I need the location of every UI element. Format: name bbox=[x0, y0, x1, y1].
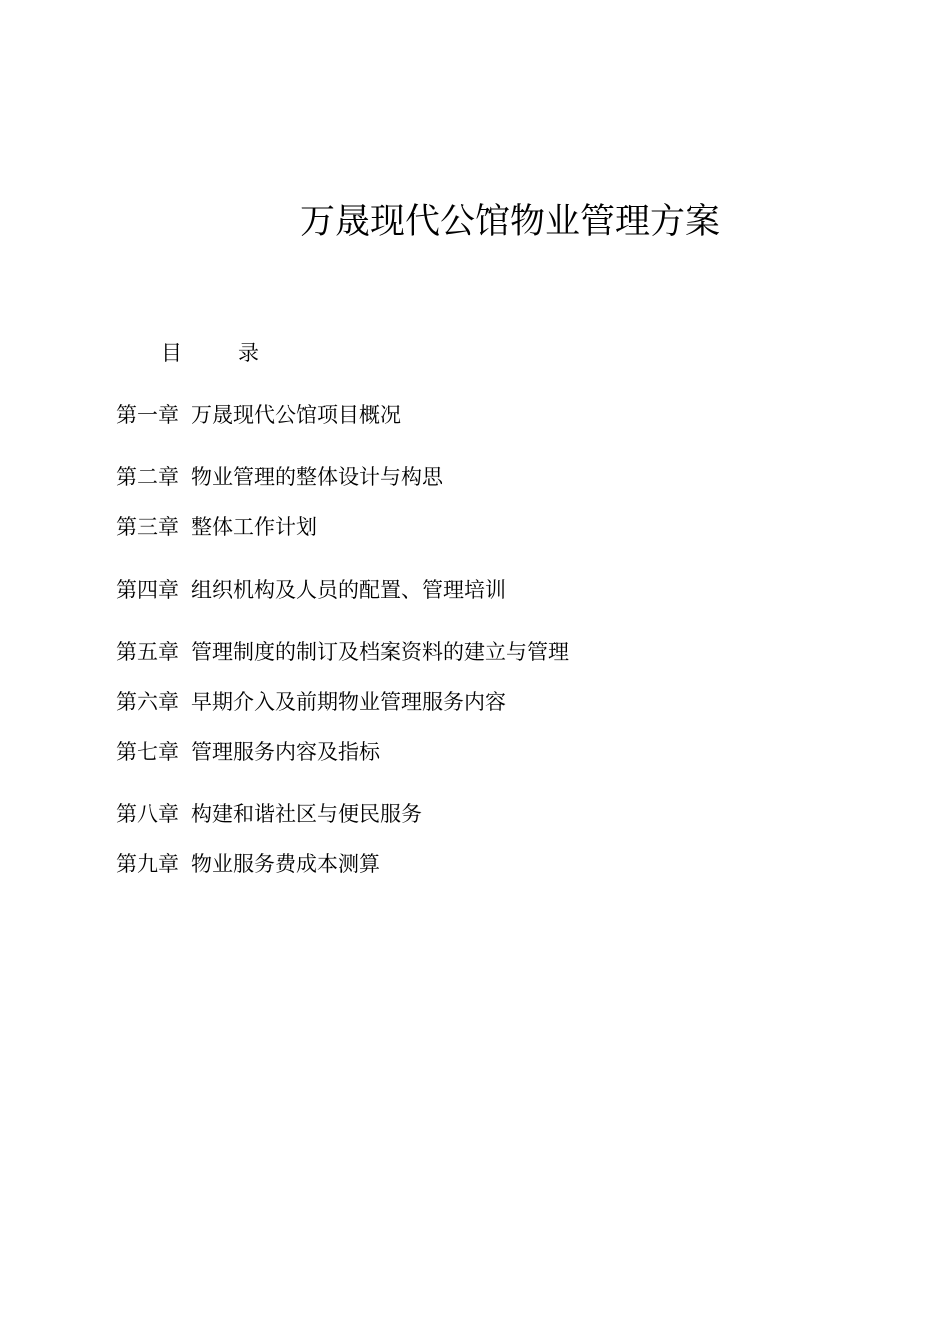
toc-item-chapter-4[interactable] bbox=[116, 575, 506, 605]
toc-item-title: 物业管理的整体设计与构思 bbox=[191, 465, 443, 489]
toc-item-title: 构建和谐社区与便民服务 bbox=[191, 802, 422, 826]
toc-item-chapter-3[interactable] bbox=[116, 512, 317, 542]
toc-heading bbox=[161, 338, 259, 368]
toc-item-chapter-2[interactable] bbox=[116, 462, 443, 492]
toc-item-chapter-5[interactable] bbox=[116, 637, 569, 667]
toc-item-title: 组织机构及人员的配置、管理培训 bbox=[191, 578, 506, 602]
toc-item-chapter-6[interactable] bbox=[116, 687, 506, 717]
toc-item-title: 管理制度的制订及档案资料的建立与管理 bbox=[191, 640, 569, 664]
toc-item-title: 早期介入及前期物业管理服务内容 bbox=[191, 690, 506, 714]
toc-item-title: 管理服务内容及指标 bbox=[191, 740, 380, 764]
toc-item-number: 第四章 bbox=[116, 578, 179, 602]
toc-item-number: 第八章 bbox=[116, 802, 179, 826]
toc-item-number: 第五章 bbox=[116, 640, 179, 664]
toc-heading-part1: 目 bbox=[161, 341, 182, 365]
toc-item-number: 第一章 bbox=[116, 403, 179, 427]
toc-item-number: 第六章 bbox=[116, 690, 179, 714]
toc-item-number: 第九章 bbox=[116, 852, 179, 876]
toc-item-number: 第二章 bbox=[116, 465, 179, 489]
toc-item-number: 第三章 bbox=[116, 515, 179, 539]
toc-item-title: 物业服务费成本测算 bbox=[191, 852, 380, 876]
toc-item-chapter-7[interactable] bbox=[116, 737, 380, 767]
toc-item-title: 万晟现代公馆项目概况 bbox=[191, 403, 401, 427]
toc-heading-part2: 录 bbox=[238, 341, 259, 365]
toc-item-number: 第七章 bbox=[116, 740, 179, 764]
toc-item-chapter-8[interactable] bbox=[116, 799, 422, 829]
toc-item-chapter-9[interactable] bbox=[116, 849, 380, 879]
toc-item-chapter-1[interactable] bbox=[116, 400, 401, 430]
document-title: 万晟现代公馆物业管理方案 bbox=[299, 202, 720, 242]
toc-item-title: 整体工作计划 bbox=[191, 515, 317, 539]
